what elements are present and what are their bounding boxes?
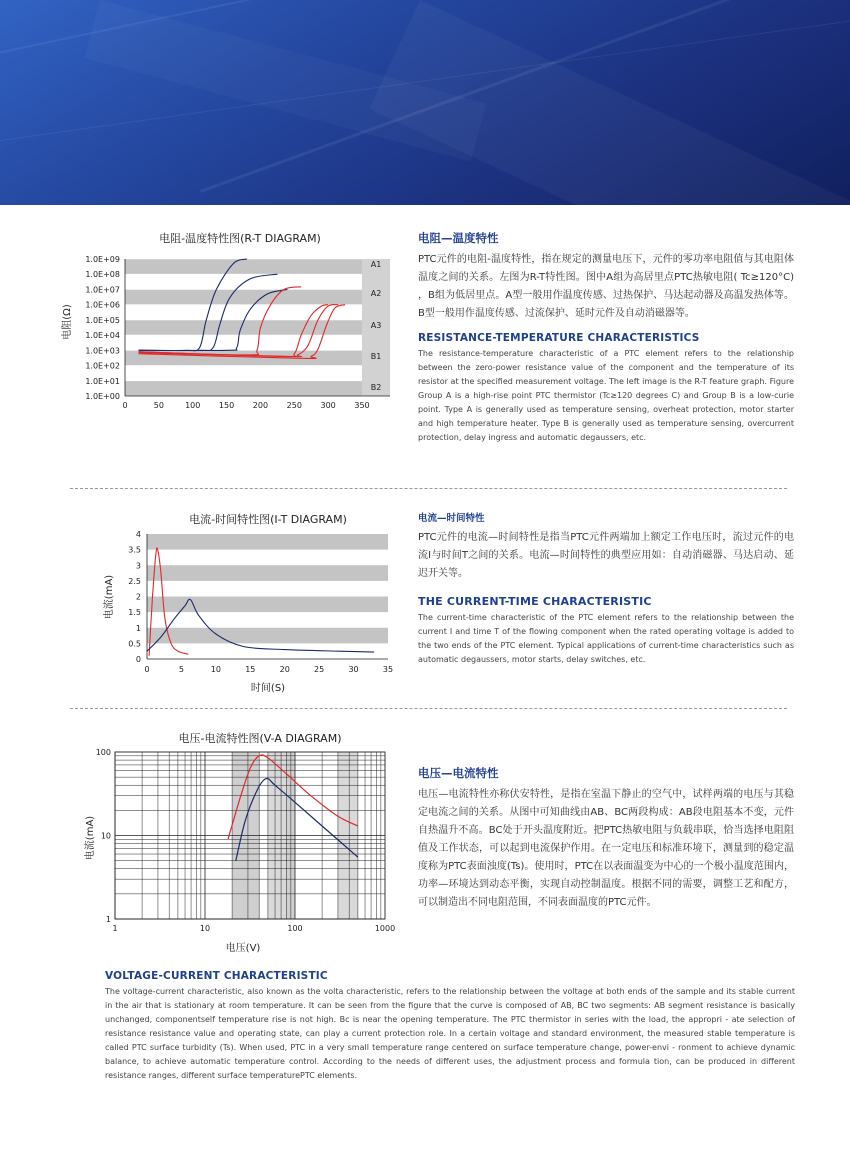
- rt-band-label: A2: [370, 289, 382, 298]
- va-x-tick: 1: [112, 924, 118, 933]
- it-chart: [95, 505, 405, 700]
- divider-2: [70, 708, 787, 709]
- rt-y-tick: 1.0E+06: [85, 300, 120, 310]
- rt-y-axis-label: 电阻(Ω): [62, 304, 73, 340]
- rt-y-tick: 1.0E+09: [85, 255, 120, 264]
- va-x-tick: 1000: [374, 924, 396, 933]
- header-banner: [0, 0, 850, 205]
- it-band: [147, 597, 388, 613]
- it-x-tick: 35: [382, 665, 394, 674]
- it-y-tick: 2.5: [128, 576, 141, 586]
- va-x-axis-label: 电压(V): [225, 943, 261, 954]
- va-y-tick: 10: [100, 831, 111, 841]
- it-zh-body: PTC元件的电流—时间特性是指当PTC元件两端加上额定工作电压时，流过元件的电流I与时间T之间的关系。电流—时间特性的典型应用如：自动消磁器、马达启动、延迟开关等。: [418, 532, 794, 579]
- it-band: [147, 565, 388, 581]
- rt-y-tick: 1.0E+00: [85, 392, 120, 401]
- it-y-tick: 3: [135, 561, 141, 571]
- rt-zh-title: 电阻—温度特性: [418, 231, 499, 245]
- rt-x-tick: 100: [185, 401, 201, 410]
- it-band: [147, 628, 388, 644]
- it-band: [147, 534, 388, 550]
- it-zh-title: 电流—时间特性: [418, 513, 485, 524]
- rt-chart-title: 电阻-温度特性图(R-T DIAGRAM): [159, 232, 321, 245]
- it-text-block: [418, 510, 794, 667]
- rt-zh-body: PTC元件的电阻-温度特性，指在规定的测量电压下，元件的零功率电阻值与其电阻体温度之间的关系。左图为R-T特性图。图中A组为高居里点PTC热敏电阻( Tc≥120°C) ，B组为低居里点。A型一般用作温度传感、过热保护、马达起动器及高温发热体等。B型一般用作温度传感、过流保护、延时元件及自动消磁器等。: [418, 254, 794, 319]
- it-y-tick: 1.5: [128, 608, 141, 618]
- rt-band-label: A3: [370, 321, 382, 330]
- rt-y-tick: 1.0E+04: [85, 331, 120, 341]
- rt-band: [125, 289, 362, 304]
- it-x-tick: 30: [348, 665, 359, 674]
- rt-x-tick: 300: [320, 401, 336, 410]
- va-zh-body: 电压—电流特性亦称伏安特性，是指在室温下静止的空气中，试样两端的电压与其稳定电流之间的关系。从图中可知曲线由AB、BC两段构成：AB段电阻基本不变，元件自热温升不高。BC处于开头温度附近。把PTC热敏电阻与负载串联，恰当选择电阻阻值及工作状态，可以起到电流保护作用。在一定电压和标准环境下，测量到的稳定温度称为PTC表面浊度(Ts)。使用时，PTC在以表面温变为中心的一个极小温度范围内，功率—环境达到动态平衡，实现自动控制温度。根据不同的需要，调整工艺和配方，可以制造出不同电阻范围，不同表面温度的PTC元件。: [418, 789, 794, 908]
- rt-band: [125, 259, 362, 274]
- rt-x-tick: 50: [153, 401, 164, 410]
- it-y-tick: 1: [135, 623, 141, 633]
- va-chart-title: 电压-电流特性图(V-A DIAGRAM): [178, 732, 342, 745]
- it-x-tick: 25: [314, 665, 325, 674]
- va-en-title: VOLTAGE-CURRENT CHARACTERISTIC: [105, 970, 328, 982]
- va-en-block: [105, 970, 795, 1083]
- it-x-tick: 20: [279, 665, 290, 674]
- it-y-tick: 4: [135, 530, 141, 539]
- rt-x-tick: 150: [218, 401, 235, 410]
- it-y-tick: 2: [135, 592, 141, 602]
- divider-1: [70, 488, 787, 489]
- it-chart-title: 电流-时间特性图(I-T DIAGRAM): [189, 513, 347, 526]
- va-y-tick: 1: [105, 915, 111, 924]
- va-zh-title: 电压—电流特性: [418, 766, 499, 780]
- it-y-axis-label: 电流(mA): [104, 574, 115, 620]
- rt-band-label: B2: [370, 383, 382, 392]
- it-y-tick: 0.5: [128, 639, 141, 649]
- it-x-tick: 15: [245, 665, 256, 674]
- rt-y-tick: 1.0E+07: [85, 285, 120, 295]
- it-y-tick: 3.5: [128, 545, 141, 555]
- rt-band-label: A1: [370, 260, 382, 269]
- rt-x-tick: 350: [354, 401, 370, 410]
- va-y-tick: 100: [95, 748, 111, 757]
- rt-x-tick: 200: [252, 401, 269, 410]
- rt-text-block: [418, 230, 794, 445]
- rt-y-tick: 1.0E+05: [85, 315, 120, 325]
- rt-y-tick: 1.0E+08: [85, 270, 120, 280]
- it-x-tick: 5: [178, 665, 184, 674]
- rt-band-label: B1: [370, 352, 382, 361]
- rt-en-body: The resistance-temperature characteristic of a PTC element refers to the relationship between the zero-power resistance value of the component and the temperature of its resistor at the specified measurement voltage. The left image is the R-T feature graph. Figure Group A is a high-rise point PTC thermistor (Tc≥120 degrees C) and Group B is a low-curie point. Type A is generally used as temperature sensing, overheat protection, motor starter and high temperature heater. Type B is generally used as temperature sensing, overcurrent protection, delay ingress and automatic degaussers, etc.: [418, 349, 794, 442]
- rt-band: [125, 381, 362, 396]
- it-x-tick: 0: [144, 665, 150, 674]
- it-en-body: The current-time characteristic of the PTC element refers to the relationship between the current I and time T of the flowing component when the rated operating voltage is added to the two ends of the PTC element. Typical applications of current-time characteristics such as automatic degaussers, motor starts, delay switches, etc.: [418, 613, 794, 664]
- it-y-tick: 0: [135, 655, 141, 664]
- it-en-title: THE CURRENT-TIME CHARACTERISTIC: [418, 595, 652, 608]
- it-x-tick: 10: [210, 665, 221, 674]
- va-chart: [75, 728, 405, 958]
- rt-y-tick: 1.0E+02: [85, 361, 120, 371]
- rt-x-tick: 250: [286, 401, 302, 410]
- va-text-block: [418, 765, 794, 912]
- va-en-body: The voltage-current characteristic, also known as the volta characteristic, refers to the relationship between the voltage at both ends of the sample and its stable current in the air that is stationary at room temperature. It can be seen from the figure that the curve is composed of AB, BC two segments: AB segment resistance is basically unchanged, componentself temperature rise is not high. Bc is near the opening temperature. The PTC thermistor in series with the load, the appropri - ate selection of resistance resistance value and operating state, can play a current protection role. In a certain voltage and standard environment, the measured stable temperature is called PTC surface turbidity (Ts). When used, PTC in a very small temperature range centered on surface temperature change, power-envi - ronment to achieve dynamic balance, to achieve automatic temperature control. According to the needs of different uses, the adjustment process and formula tion, can be produced in different resistance ranges, different surface temperaturePTC elements.: [105, 987, 795, 1080]
- va-x-tick: 100: [287, 924, 303, 933]
- rt-x-tick: 0: [122, 401, 128, 410]
- va-y-axis-label: 电流(mA): [85, 815, 96, 861]
- rt-chart: [50, 225, 400, 420]
- rt-en-title: RESISTANCE-TEMPERATURE CHARACTERISTICS: [418, 332, 700, 344]
- rt-y-tick: 1.0E+01: [85, 376, 120, 386]
- it-x-axis-label: 时间(S): [250, 683, 286, 694]
- va-x-tick: 10: [199, 924, 211, 933]
- rt-y-tick: 1.0E+03: [85, 346, 120, 356]
